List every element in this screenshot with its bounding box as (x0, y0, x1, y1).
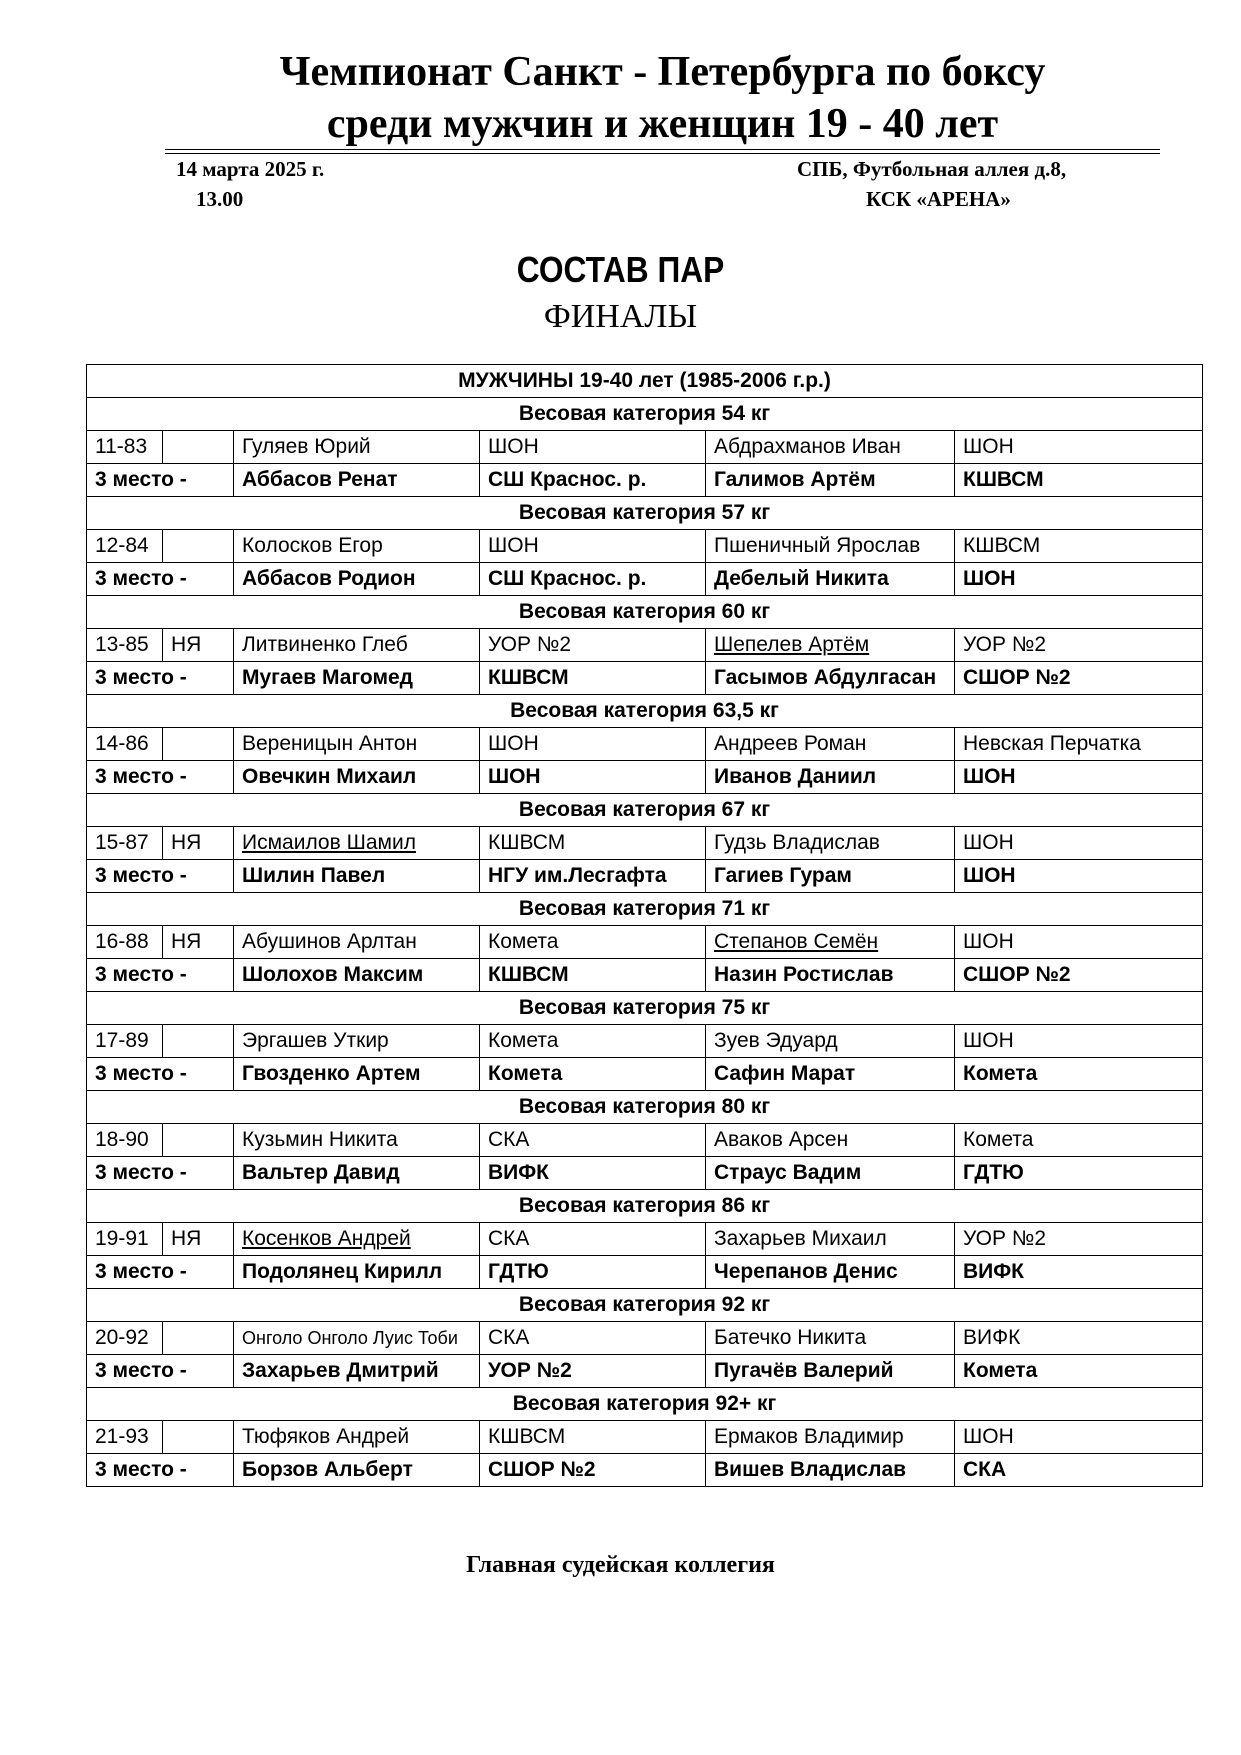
red-corner-name (234, 1322, 480, 1355)
blue-corner-club: ШОН (955, 431, 1203, 464)
blue-corner-club: КШВСМ (955, 530, 1203, 563)
third-place-club-1: УОР №2 (480, 1355, 706, 1388)
weight-category-row (87, 992, 1203, 1025)
blue-corner-name (706, 1025, 955, 1058)
weight-category: Весовая категория 80 кг (87, 1091, 1203, 1124)
weight-category: Весовая категория 60 кг (87, 596, 1203, 629)
red-corner-name-text: Абушинов Арлтан (242, 930, 417, 953)
third-place-label: 3 место - (87, 1256, 234, 1289)
third-place-label: 3 место - (87, 563, 234, 596)
final-pair-row (87, 728, 1203, 761)
third-place-name-1: Шолохов Максим (234, 959, 480, 992)
red-corner-club: КШВСМ (480, 827, 706, 860)
weight-category: Весовая категория 57 кг (87, 497, 1203, 530)
blue-corner-name-text: Андреев Роман (714, 732, 867, 755)
third-place-club-2: ШОН (955, 860, 1203, 893)
blue-corner-name (706, 827, 955, 860)
red-corner-club: СКА (480, 1223, 706, 1256)
weight-category-row (87, 794, 1203, 827)
blue-corner-name-text: Захарьев Михаил (714, 1227, 887, 1250)
red-corner-club: Комета (480, 926, 706, 959)
stage-heading: ФИНАЛЫ (543, 298, 698, 335)
blue-corner-name (706, 1124, 955, 1157)
red-corner-name-text: Исмаилов Шамил (242, 831, 416, 854)
weight-category: Весовая категория 71 кг (87, 893, 1203, 926)
blue-corner-name (706, 530, 955, 563)
blue-corner-club: УОР №2 (955, 1223, 1203, 1256)
bout-number: 17-89 (87, 1025, 163, 1058)
red-corner-name-text: Кузьмин Никита (242, 1128, 398, 1151)
final-pair-row (87, 1025, 1203, 1058)
third-place-label: 3 место - (87, 959, 234, 992)
chief-judges-signature: Главная судейская коллегия (466, 1552, 775, 1578)
final-pair-row (87, 431, 1203, 464)
bout-mark: НЯ (163, 827, 234, 860)
red-corner-name (234, 926, 480, 959)
blue-corner-name (706, 926, 955, 959)
final-pair-row (87, 1322, 1203, 1355)
third-place-club-1: КШВСМ (480, 959, 706, 992)
weight-category-row (87, 695, 1203, 728)
third-place-club-1: Комета (480, 1058, 706, 1091)
blue-corner-name (706, 728, 955, 761)
third-place-row (87, 1058, 1203, 1091)
third-place-club-2: СШОР №2 (955, 662, 1203, 695)
red-corner-club: ШОН (480, 431, 706, 464)
bout-mark (163, 1421, 234, 1454)
blue-corner-name (706, 629, 955, 662)
red-corner-name-text: Косенков Андрей (242, 1227, 411, 1250)
third-place-club-1: СШ Краснос. р. (480, 464, 706, 497)
blue-corner-name-text: Зуев Эдуард (714, 1029, 838, 1052)
venue-name: КСК «АРЕНА» (866, 187, 1011, 211)
third-place-name-1: Аббасов Родион (234, 563, 480, 596)
bout-mark (163, 1025, 234, 1058)
third-place-name-2: Галимов Артём (706, 464, 955, 497)
blue-corner-name-text: Степанов Семён (714, 930, 879, 953)
weight-category-row (87, 1388, 1203, 1421)
red-corner-name (234, 530, 480, 563)
red-corner-name (234, 1223, 480, 1256)
pairs-table-body (87, 365, 1203, 1487)
third-place-club-1: НГУ им.Лесгафта (480, 860, 706, 893)
third-place-row (87, 464, 1203, 497)
red-corner-name-text: Гуляев Юрий (242, 435, 371, 458)
pairs-heading: СОСТАВ ПАР (516, 249, 725, 290)
blue-corner-name (706, 431, 955, 464)
blue-corner-club: УОР №2 (955, 629, 1203, 662)
third-place-club-1: ГДТЮ (480, 1256, 706, 1289)
weight-category: Весовая категория 86 кг (87, 1190, 1203, 1223)
third-place-label: 3 место - (87, 1454, 234, 1487)
third-place-name-2: Гагиев Гурам (706, 860, 955, 893)
red-corner-name (234, 827, 480, 860)
title-line-2: среди мужчин и женщин 19 - 40 лет (326, 101, 999, 147)
weight-category-row (87, 398, 1203, 431)
red-corner-name-text: Онголо Онголо Луис Тоби (242, 1327, 458, 1348)
blue-corner-club: ВИФК (955, 1322, 1203, 1355)
weight-category-row (87, 1289, 1203, 1322)
third-place-name-1: Вальтер Давид (234, 1157, 480, 1190)
third-place-row (87, 563, 1203, 596)
event-time: 13.00 (196, 187, 244, 211)
bout-number: 19-91 (87, 1223, 163, 1256)
third-place-club-2: ГДТЮ (955, 1157, 1203, 1190)
bout-mark (163, 431, 234, 464)
third-place-name-2: Сафин Марат (706, 1058, 955, 1091)
bout-number: 13-85 (87, 629, 163, 662)
red-corner-name-text: Вереницын Антон (242, 732, 418, 755)
weight-category: Весовая категория 92 кг (87, 1289, 1203, 1322)
third-place-row (87, 662, 1203, 695)
section-title: МУЖЧИНЫ 19-40 лет (1985-2006 г.р.) (87, 365, 1203, 398)
blue-corner-name (706, 1322, 955, 1355)
third-place-club-2: СКА (955, 1454, 1203, 1487)
final-pair-row (87, 926, 1203, 959)
red-corner-name-text: Литвиненко Глеб (242, 633, 408, 656)
bout-mark (163, 530, 234, 563)
red-corner-club: ШОН (480, 728, 706, 761)
blue-corner-name-text: Ермаков Владимир (714, 1425, 904, 1448)
title-rule-bottom (165, 153, 1160, 154)
third-place-label: 3 место - (87, 860, 234, 893)
third-place-label: 3 место - (87, 1355, 234, 1388)
bout-mark: НЯ (163, 629, 234, 662)
bout-number: 12-84 (87, 530, 163, 563)
red-corner-name (234, 1025, 480, 1058)
bout-mark: НЯ (163, 1223, 234, 1256)
third-place-label: 3 место - (87, 464, 234, 497)
third-place-club-2: ШОН (955, 761, 1203, 794)
weight-category: Весовая категория 63,5 кг (87, 695, 1203, 728)
third-place-name-2: Вишев Владислав (706, 1454, 955, 1487)
red-corner-club: СКА (480, 1124, 706, 1157)
bout-mark (163, 1322, 234, 1355)
weight-category: Весовая категория 92+ кг (87, 1388, 1203, 1421)
red-corner-club: ШОН (480, 530, 706, 563)
third-place-club-1: КШВСМ (480, 662, 706, 695)
third-place-club-1: ВИФК (480, 1157, 706, 1190)
final-pair-row (87, 1421, 1203, 1454)
weight-category-row (87, 596, 1203, 629)
bout-number: 18-90 (87, 1124, 163, 1157)
third-place-club-2: ВИФК (955, 1256, 1203, 1289)
third-place-club-2: Комета (955, 1058, 1203, 1091)
blue-corner-name (706, 1223, 955, 1256)
section-row (87, 365, 1203, 398)
blue-corner-name-text: Гудзь Владислав (714, 831, 880, 854)
third-place-row (87, 761, 1203, 794)
third-place-name-2: Гасымов Абдулгасан (706, 662, 955, 695)
blue-corner-name-text: Шепелев Артём (714, 633, 870, 656)
third-place-name-1: Гвозденко Артем (234, 1058, 480, 1091)
third-place-club-2: ШОН (955, 563, 1203, 596)
third-place-name-2: Иванов Даниил (706, 761, 955, 794)
title-rule-top (165, 149, 1160, 150)
blue-corner-club: ШОН (955, 1025, 1203, 1058)
third-place-label: 3 место - (87, 662, 234, 695)
red-corner-name (234, 629, 480, 662)
third-place-name-1: Захарьев Дмитрий (234, 1355, 480, 1388)
third-place-label: 3 место - (87, 1058, 234, 1091)
final-pair-row (87, 1223, 1203, 1256)
bout-number: 20-92 (87, 1322, 163, 1355)
final-pair-row (87, 827, 1203, 860)
third-place-club-1: СШОР №2 (480, 1454, 706, 1487)
title-line-1: Чемпионат Санкт - Петербурга по боксу (279, 49, 1046, 95)
third-place-row (87, 1157, 1203, 1190)
weight-category-row (87, 893, 1203, 926)
third-place-club-1: ШОН (480, 761, 706, 794)
red-corner-club: СКА (480, 1322, 706, 1355)
bout-number: 21-93 (87, 1421, 163, 1454)
final-pair-row (87, 530, 1203, 563)
third-place-name-1: Аббасов Ренат (234, 464, 480, 497)
red-corner-name-text: Колосков Егор (242, 534, 383, 557)
third-place-name-2: Назин Ростислав (706, 959, 955, 992)
red-corner-name (234, 431, 480, 464)
document-title (165, 46, 1160, 150)
weight-category-row (87, 1091, 1203, 1124)
weight-category: Весовая категория 75 кг (87, 992, 1203, 1025)
blue-corner-club: ШОН (955, 926, 1203, 959)
venue-address: СПБ, Футбольная аллея д.8, (797, 157, 1067, 181)
third-place-row (87, 860, 1203, 893)
third-place-name-2: Черепанов Денис (706, 1256, 955, 1289)
third-place-name-1: Подолянец Кирилл (234, 1256, 480, 1289)
third-place-name-1: Овечкин Михаил (234, 761, 480, 794)
blue-corner-club: ШОН (955, 827, 1203, 860)
bout-mark (163, 1124, 234, 1157)
third-place-name-2: Пугачёв Валерий (706, 1355, 955, 1388)
bout-number: 14-86 (87, 728, 163, 761)
third-place-club-2: СШОР №2 (955, 959, 1203, 992)
event-date: 14 марта 2025 г. (176, 157, 325, 181)
pairs-table (86, 364, 1203, 1487)
third-place-name-1: Шилин Павел (234, 860, 480, 893)
bout-mark: НЯ (163, 926, 234, 959)
third-place-label: 3 место - (87, 761, 234, 794)
third-place-club-1: СШ Краснос. р. (480, 563, 706, 596)
bout-mark (163, 728, 234, 761)
blue-corner-name-text: Батечко Никита (714, 1326, 867, 1349)
bout-number: 16-88 (87, 926, 163, 959)
third-place-label: 3 место - (87, 1157, 234, 1190)
red-corner-name (234, 728, 480, 761)
third-place-row (87, 1256, 1203, 1289)
red-corner-name-text: Эргашев Уткир (242, 1029, 389, 1052)
final-pair-row (87, 629, 1203, 662)
weight-category-row (87, 497, 1203, 530)
third-place-club-2: Комета (955, 1355, 1203, 1388)
blue-corner-club: ШОН (955, 1421, 1203, 1454)
red-corner-name (234, 1124, 480, 1157)
red-corner-name (234, 1421, 480, 1454)
red-corner-name-text: Тюфяков Андрей (242, 1425, 410, 1448)
bout-number: 11-83 (87, 431, 163, 464)
blue-corner-club: Невская Перчатка (955, 728, 1203, 761)
third-place-name-1: Мугаев Магомед (234, 662, 480, 695)
red-corner-club: Комета (480, 1025, 706, 1058)
final-pair-row (87, 1124, 1203, 1157)
blue-corner-club: Комета (955, 1124, 1203, 1157)
blue-corner-name-text: Аваков Арсен (714, 1128, 849, 1151)
red-corner-club: УОР №2 (480, 629, 706, 662)
weight-category: Весовая категория 54 кг (87, 398, 1203, 431)
third-place-name-2: Дебелый Никита (706, 563, 955, 596)
third-place-club-2: КШВСМ (955, 464, 1203, 497)
weight-category-row (87, 1190, 1203, 1223)
third-place-row (87, 1355, 1203, 1388)
red-corner-club: КШВСМ (480, 1421, 706, 1454)
weight-category: Весовая категория 67 кг (87, 794, 1203, 827)
third-place-row (87, 959, 1203, 992)
third-place-name-1: Борзов Альберт (234, 1454, 480, 1487)
blue-corner-name-text: Абдрахманов Иван (714, 435, 901, 458)
blue-corner-name-text: Пшеничный Ярослав (714, 534, 921, 557)
bout-number: 15-87 (87, 827, 163, 860)
blue-corner-name (706, 1421, 955, 1454)
third-place-row (87, 1454, 1203, 1487)
third-place-name-2: Страус Вадим (706, 1157, 955, 1190)
